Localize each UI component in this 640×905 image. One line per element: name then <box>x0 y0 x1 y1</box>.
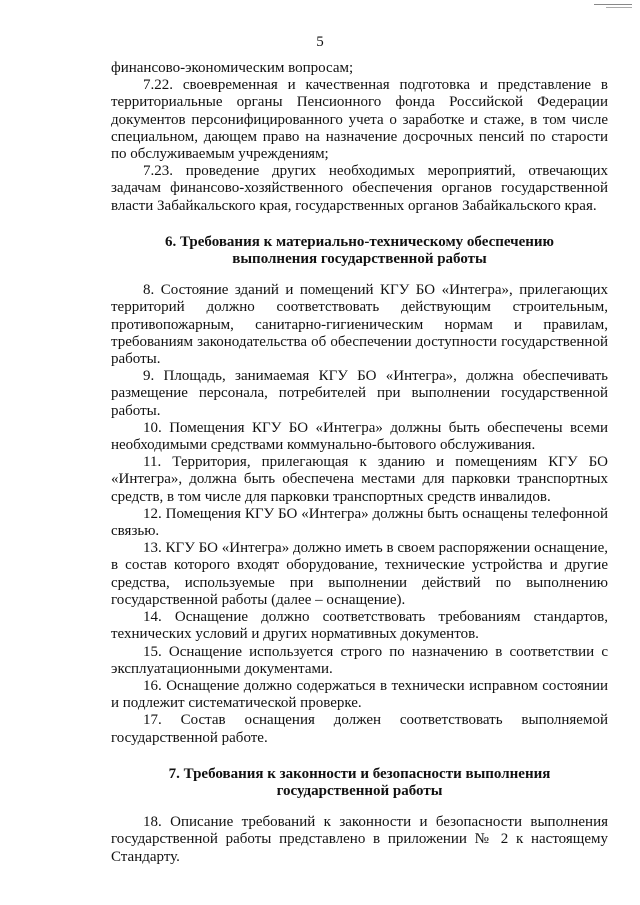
paragraph-10: 10. Помещения КГУ БО «Интегра» должны быть обеспечены всеми необходимыми средствами коммунально-бытового обслуживания. <box>111 419 608 454</box>
paragraph-continuation: финансово-экономическим вопросам; <box>111 60 354 76</box>
paragraph-7-23: 7.23. проведение других необходимых мероприятий, отвечающих задачам финансово-хозяйственного обеспечения органов государственной власти Забайкальского края, государственных органов Забайкальского края. <box>111 163 608 214</box>
section-6-heading <box>111 234 608 268</box>
section-7-heading-line2: государственной работы <box>276 782 443 799</box>
paragraph-15: 15. Оснащение используется строго по назначению в соответствии с эксплуатационными документами. <box>111 643 608 677</box>
paragraph-7-22: 7.22. своевременная и качественная подготовка и представление в территориальные органы Пенсионного фонда Российской Федерации документов персонифицированного учета о заработке и стаже, в том числе специальном, дающем право на назначение досрочных пенсий по старости по обслуживаемым учреждениям; <box>111 77 608 163</box>
paragraph-12: 12. Помещения КГУ БО «Интегра» должны быть оснащены телефонной связью. <box>111 505 608 540</box>
page-number: 5 <box>316 34 324 50</box>
section-7-heading-line1: 7. Требования к законности и безопасности выполнения <box>168 765 551 782</box>
paragraph-9: 9. Площадь, занимаемая КГУ БО «Интегра», должна обеспечивать размещение персонала, потребителей при выполнении государственной работы. <box>111 368 608 419</box>
paragraph-16: 16. Оснащение должно содержаться в технически исправном состоянии и подлежит систематической проверке. <box>111 677 608 712</box>
section-6-heading-line1: 6. Требования к материально-техническому обеспечению <box>164 233 555 250</box>
paragraph-18: 18. Описание требований к законности и безопасности выполнения государственной работы представлено в приложении № 2 к настоящему Стандарту. <box>111 814 608 865</box>
document-body <box>111 60 608 866</box>
paragraph-14: 14. Оснащение должно соответствовать требованиям стандартов, технических условий и других нормативных документов. <box>111 609 608 643</box>
section-6-heading-line2: выполнения государственной работы <box>232 251 487 268</box>
paragraph-17: 17. Состав оснащения должен соответствовать выполняемой государственной работе. <box>111 712 608 746</box>
section-7-heading <box>111 766 608 800</box>
paragraph-13: 13. КГУ БО «Интегра» должно иметь в своем распоряжении оснащение, в состав которого входят оборудование, технические устройства и другие средства, используемые при выполнении действий по выполнению государственной работы (далее – оснащение). <box>111 540 608 608</box>
corner-mark <box>594 4 632 5</box>
paragraph-8: 8. Состояние зданий и помещений КГУ БО «Интегра», прилегающих территорий должно соответствовать действующим строительным, противопожарным, санитарно-гигиеническим нормам и правилам, требованиям законодательства об обеспечении доступности государственной работы. <box>111 282 608 368</box>
paragraph-11: 11. Территория, прилегающая к зданию и помещениям КГУ БО «Интегра», должна быть обеспечена местами для парковки транспортных средств, в том числе для парковки транспортных средств инвалидов. <box>111 454 608 505</box>
